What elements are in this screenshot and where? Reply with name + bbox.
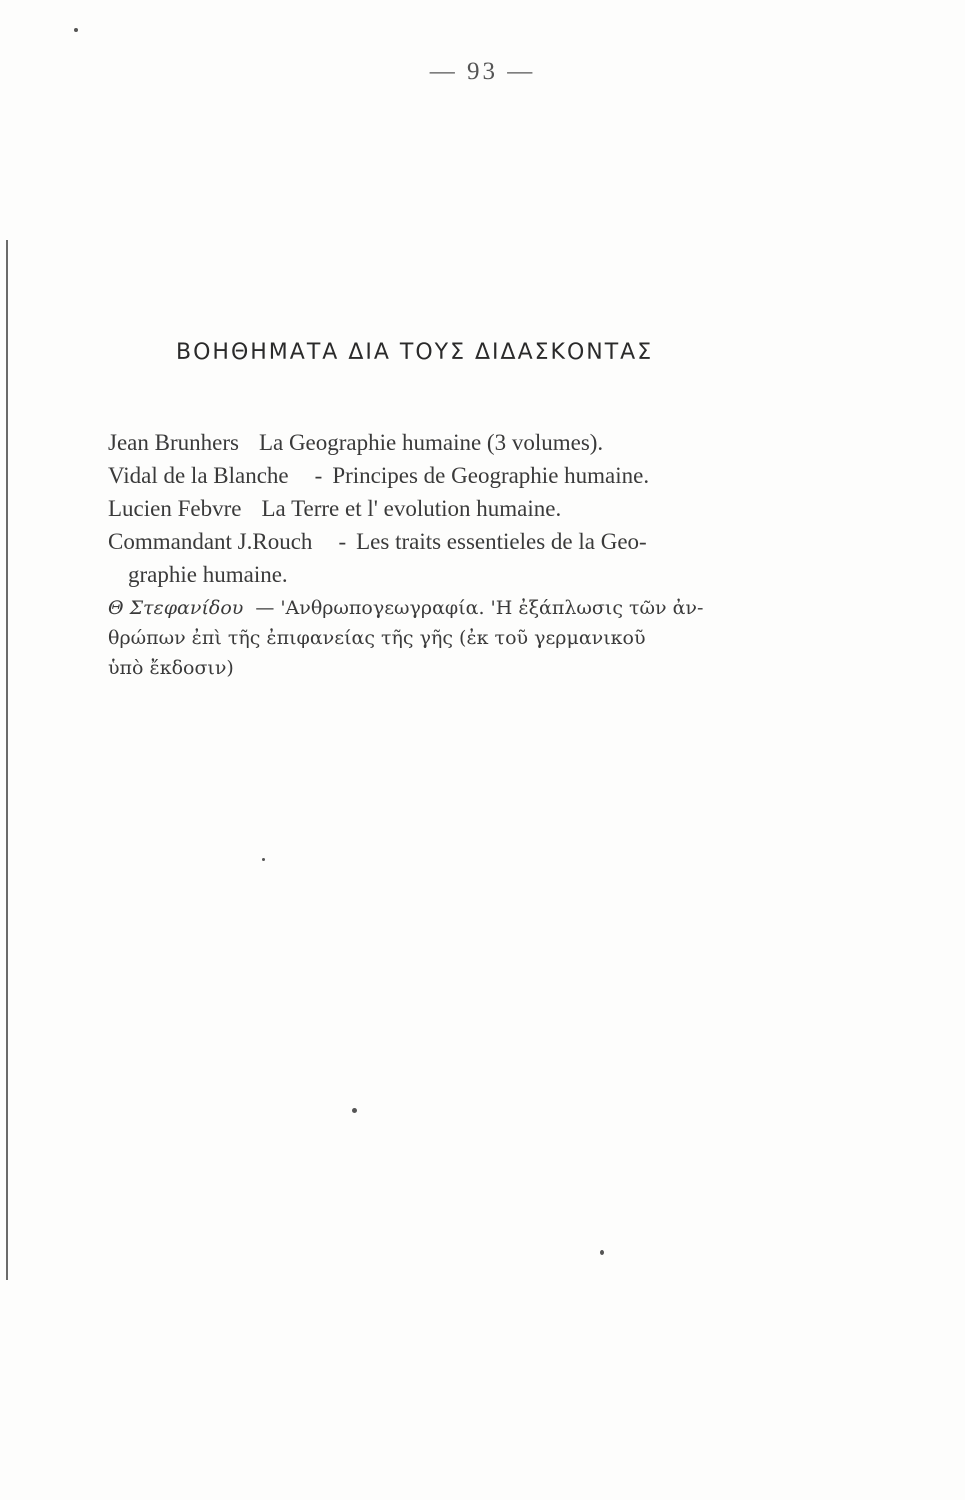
bibliography-entry [108,525,953,591]
entry-author: Commandant J.Rouch [108,529,313,554]
binding-edge-line [6,240,8,1280]
entry-author: Vidal de la Blanche [108,463,289,488]
entry-author: Lucien Febvre [108,496,242,521]
ink-speck [74,28,78,32]
entry-separator: - [314,463,323,488]
entry-title: 'Ανθρωπογεωγραφία. 'Η ἐξάπλωσις τῶν ἀν- [280,597,704,619]
section-title: ΒΟΗΘΗΜΑΤΑ ΔΙΑ ΤΟΥΣ ΔΙΔΑΣΚΟΝΤΑΣ [176,340,654,365]
bibliography-entry [108,459,953,492]
bibliography-entry [108,593,953,683]
entry-title: Les traits essentieles de la Geo- [356,529,647,554]
entry-title: La Geographie humaine (3 volumes). [258,430,604,455]
bibliography-entry [108,492,953,525]
bibliography-entry [108,426,953,459]
bibliography-list [108,426,953,683]
entry-author: Jean Brunhers [108,430,239,455]
page-number: — 93 — [429,58,536,85]
entry-separator: - [338,529,347,554]
entry-separator: — [255,597,275,619]
entry-title: Principes de Geographie humaine. [332,463,650,488]
ink-speck [262,858,265,861]
entry-title-continuation: ὑπὸ ἔκδοσιν) [108,657,234,679]
entry-author: Θ Στεφανίδου [108,597,244,619]
entry-title-continuation: θρώπων ἐπὶ τῆς ἐπιφανείας τῆς γῆς (ἐκ τοῦ γερμανικοῦ [108,627,646,649]
entry-title-continuation: graphie humaine. [128,562,288,587]
ink-speck [600,1250,604,1255]
ink-speck [352,1108,357,1113]
entry-title: La Terre et l' evolution humaine. [261,496,562,521]
